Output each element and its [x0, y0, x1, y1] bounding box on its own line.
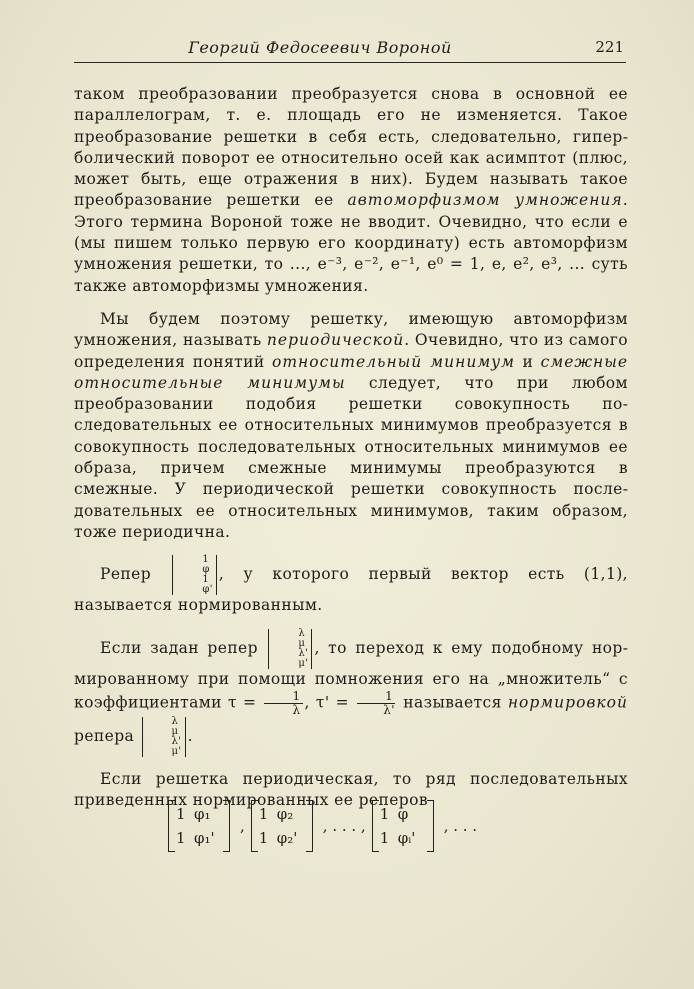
matrix-2	[251, 800, 313, 852]
matrix-entry: 1	[379, 805, 390, 823]
fraction-denominator: λ'	[383, 702, 395, 717]
matrix-entry: 1	[202, 554, 210, 566]
running-title: Георгий Федосеевич Вороной	[188, 38, 452, 57]
header-rule	[74, 62, 626, 63]
paragraph-text: , то переход к ему подобному нормированному при помощи помножения его на „множитель“ с коэффициентами τ =	[74, 638, 628, 712]
paragraph-text: таком преобразовании преобразуется снова в основной ее параллелограм, т. е. площадь его не изменяется. Такое преобразование решетки в себя есть, следовательно, гиперболический поворот ее относительно осей как асимптот (плюс, может быть, еще отражения в них). Будем называть такое преобразование решетки ее	[74, 85, 628, 210]
ellipsis-end: , . . .	[443, 817, 478, 835]
fraction-numerator: 1	[357, 690, 395, 704]
matrix-entry: μ	[298, 637, 306, 649]
fraction-numerator: 1	[264, 690, 302, 704]
separator: ,	[240, 817, 245, 835]
matrix-entry: 1	[176, 805, 186, 823]
paragraph-text: Мы будем поэтому решетку, имеющую автоморфизм умножения, называть	[74, 309, 628, 350]
matrix-entry: φᵢ'	[397, 829, 416, 847]
fraction-tau-prime	[357, 690, 395, 717]
matrix-entry: λ'	[298, 647, 309, 659]
matrix-entry: μ	[171, 725, 179, 737]
page-number: 221	[595, 38, 624, 56]
paragraph-text: следует, что при любом преобразовании подобия решетки совокупность последовательных ее относительных минимумов преобразуется в совокупность последовательных относительных минимумов ее образа, причем смежные минимумы преобразуются в смежные. У периодической решетки совокупность последовательных ее относительных минимумов, таким образом, тоже периодична.	[74, 373, 628, 541]
paragraph-text: и	[515, 352, 541, 371]
matrix-entry: λ	[171, 715, 179, 727]
paragraph-1	[74, 84, 628, 297]
display-matrix-sequence	[168, 800, 568, 860]
inline-matrix-frame	[268, 629, 312, 669]
matrix-entry: φ	[202, 564, 210, 576]
term-adjacent-minima: смежные относительные минимумы	[74, 352, 628, 392]
paragraph-4	[74, 629, 628, 757]
term-relative-minimum: относительный минимум	[272, 352, 516, 371]
body-text	[74, 84, 628, 811]
page-header	[74, 38, 626, 60]
matrix-entry: φ₁'	[194, 829, 215, 847]
matrix-entry: λ'	[171, 735, 182, 747]
matrix-i	[372, 800, 434, 852]
inline-matrix-frame	[172, 555, 217, 595]
paragraph-text: .	[187, 726, 193, 745]
paragraph-text: Репер	[100, 565, 152, 584]
term-periodic: периодической	[266, 331, 405, 350]
inline-matrix-frame	[142, 717, 186, 757]
term-automorphism: автоморфизмом умножения	[347, 191, 623, 210]
matrix-entry: φ'	[202, 584, 213, 596]
paragraph-text: называется	[397, 693, 508, 712]
matrix-entry: μ'	[171, 745, 182, 757]
paragraph-2	[74, 309, 628, 543]
matrix-entry: 1	[379, 829, 390, 847]
matrix-entry: λ	[298, 627, 306, 639]
paragraph-3	[74, 555, 628, 616]
paragraph-text: Если решетка периодическая, то ряд последовательных приведенных нормированных ее реперов	[74, 769, 628, 810]
fraction-tau	[264, 690, 302, 717]
paragraph-text: . Этого термина Вороной тоже не вводит. Очевидно, что если e (мы пишем только первую его координату) есть автоморфизм умножения решетки, то ..., e⁻³, e⁻², e⁻¹, e⁰ = 1, e, e², e³, ... суть также автоморфизмы умножения.	[74, 191, 629, 295]
paragraph-text: , τ' =	[304, 693, 350, 712]
matrix-entry: 1	[176, 829, 186, 847]
paragraph-text: Если задан репер	[100, 638, 258, 657]
matrix-1	[168, 800, 230, 852]
paragraph-text: , у которого первый вектор есть (1,1), называется нормированным.	[74, 565, 629, 615]
paragraph-text: репера	[74, 726, 135, 745]
matrix-entry: φ₂'	[276, 829, 298, 847]
matrix-entry: φ	[397, 805, 409, 823]
matrix-entry: 1	[202, 574, 210, 586]
matrix-entry: 1	[258, 805, 269, 823]
term-normalization: нормировкой	[507, 693, 628, 712]
matrix-entry: μ'	[298, 657, 309, 669]
fraction-denominator: λ	[292, 702, 301, 717]
matrix-entry: φ₂	[276, 805, 294, 823]
matrix-entry: φ₁	[194, 805, 211, 823]
matrix-entry: 1	[258, 829, 269, 847]
ellipsis-separator: , . . . ,	[322, 817, 366, 835]
paragraph-text: . Очевидно, что из самого определения понятий	[74, 331, 628, 371]
